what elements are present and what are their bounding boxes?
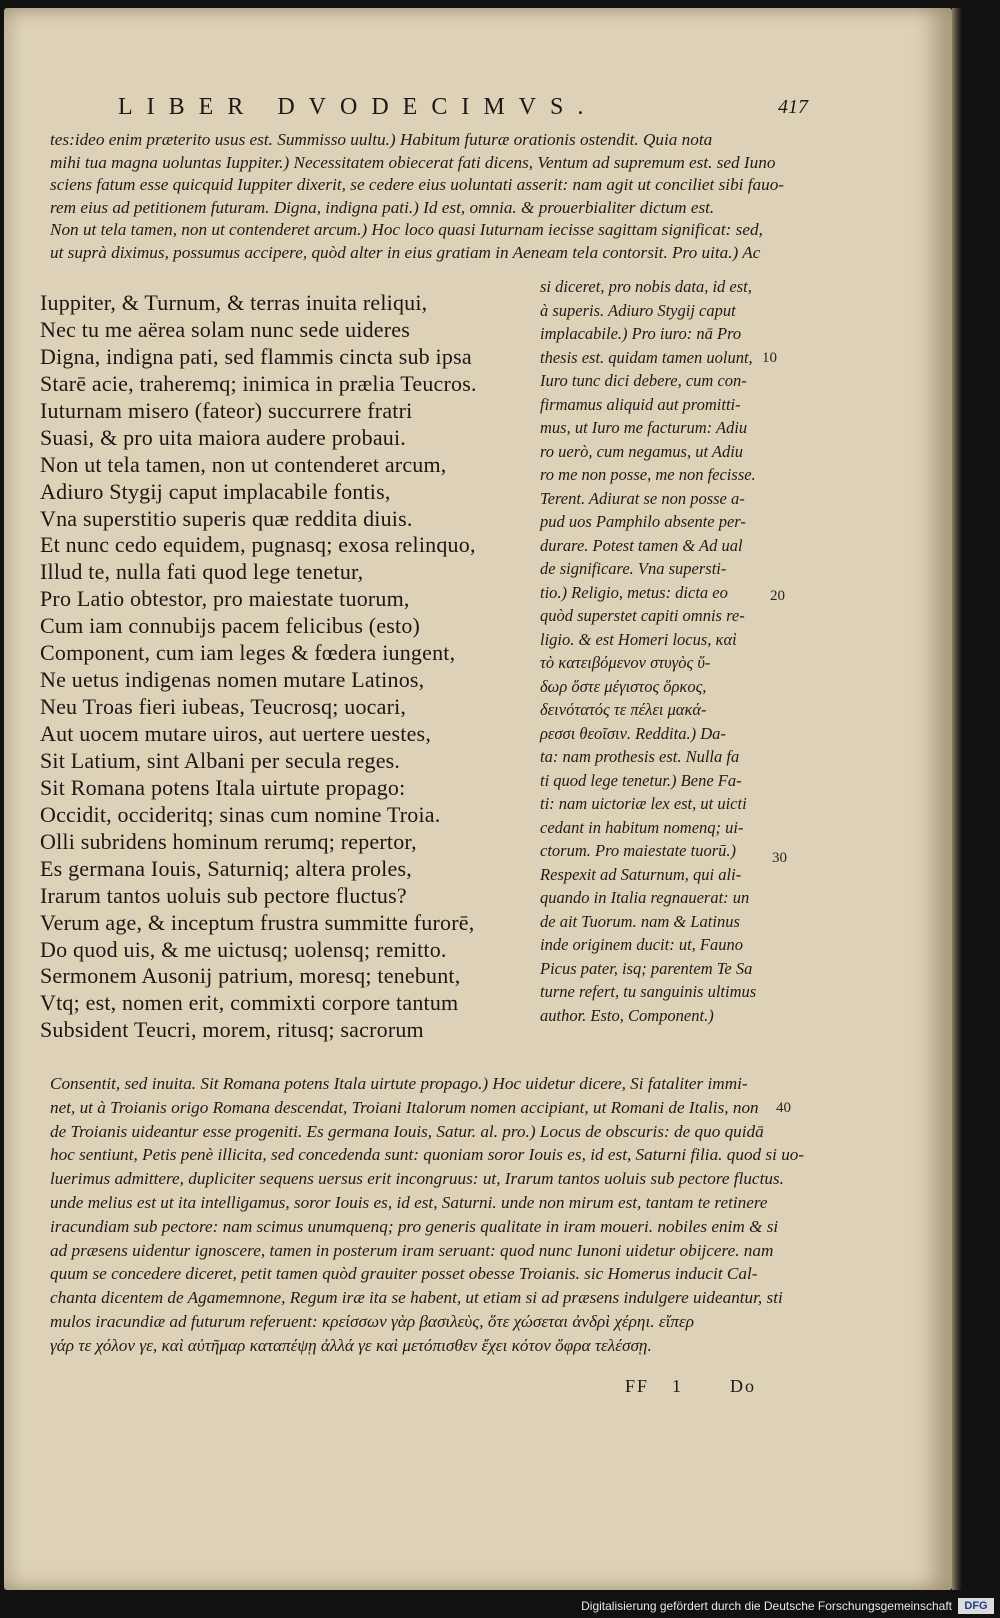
verse-line: Olli subridens hominum rerumq; repertor,: [40, 828, 417, 854]
verse-line: Nec tu me aërea solam nunc sede uideres: [40, 316, 411, 342]
digitization-footer: [0, 1596, 1000, 1618]
side-commentary-line: quando in Italia regnauerat: un: [540, 888, 750, 907]
side-commentary-line: implacabile.) Pro iuro: nā Pro: [540, 324, 742, 343]
verse-line: Occidit, occideritq; sinas cum nomine Troia.: [40, 801, 441, 827]
side-commentary-line: ro uerò, cum negamus, ut Adiu: [540, 441, 744, 461]
side-commentary-line: Iuro tunc dici debere, cum con-: [540, 371, 747, 390]
verse-line: Non ut tela tamen, non ut contenderet arcum,: [40, 451, 447, 477]
verse-line: Starē acie, traheremq; inimica in prælia Teucros.: [40, 370, 477, 396]
side-commentary-line: δεινότατός τε πέλει μακά-: [540, 700, 707, 719]
verse-line: Suasi, & pro uita maiora audere probaui.: [40, 424, 407, 450]
side-commentary-line: firmamus aliquid aut promitti-: [540, 394, 741, 414]
side-commentary-line: cedant in habitum nomenq; ui-: [540, 817, 744, 837]
line-number-40: 40: [776, 1100, 791, 1116]
verse-line: Subsident Teucri, morem, ritusq; sacrorum: [40, 1017, 424, 1043]
signature-number: 1: [672, 1376, 683, 1396]
verse-line: Do quod uis, & me uictusq; uolensq; remitto.: [40, 936, 447, 962]
side-commentary-line: Terent. Adiurat se non posse a-: [540, 488, 745, 508]
commentary-bottom-line: γάρ τε χόλον γε, καὶ αὐτῆμαρ καταπέψῃ ἀλλά γε καὶ μετόπισθεν ἔχει κότον ὄφρα τελέσσῃ.: [50, 1335, 652, 1355]
side-commentary-line: pud uos Pamphilo absente per-: [540, 512, 746, 531]
commentary-bottom-line: quum se concedere diceret, petit tamen quòd grauiter posset obesse Troianis. sic Homerus inducit Cal-: [50, 1264, 758, 1284]
commentary-bottom: [50, 1072, 804, 1358]
verse-line: Digna, indigna pati, sed flammis cincta sub ipsa: [40, 343, 472, 369]
commentary-top-line: Non ut tela tamen, non ut contenderet arcum.) Hoc loco quasi Iuturnam iecisse sagittam significat: sed,: [50, 220, 763, 240]
verse-line: Iuppiter, & Turnum, & terras inuita reliqui,: [40, 290, 428, 315]
page-edge-shadow: [952, 8, 962, 1590]
commentary-top-line: rem eius ad petitionem futuram. Digna, indigna pati.) Id est, omnia. & prouerbialiter dictum est.: [50, 197, 715, 217]
commentary-top-line: tes:ideo enim præterito usus est. Summisso uultu.) Habitum futuræ orationis ostendit. Quia nota: [50, 130, 713, 149]
side-commentary-line: ti: nam uictoriæ lex est, ut uicti: [540, 794, 747, 813]
verse-line: Ne uetus indigenas nomen mutare Latinos,: [40, 667, 425, 693]
digitization-note: Digitalisierung gefördert durch die Deutsche Forschungsgemeinschaft: [581, 1599, 952, 1613]
commentary-bottom-line: net, ut à Troianis origo Romana descendat, Troiani Italorum nomen accipiant, ut Romani de Italis, non: [50, 1097, 759, 1117]
verse-line: Et nunc cedo equidem, pugnasq; exosa relinquo,: [40, 532, 476, 558]
verse-line: Vna superstitio superis quæ reddita diuis.: [40, 505, 413, 531]
line-number-30: 30: [772, 850, 787, 866]
running-title: LIBER DVODECIMVS.: [118, 94, 598, 120]
side-commentary-line: turne refert, tu sanguinis ultimus: [540, 982, 757, 1001]
commentary-bottom-line: Consentit, sed inuita. Sit Romana potens Itala uirtute propago.) Hoc uidetur dicere, Si fataliter immi-: [50, 1074, 748, 1093]
commentary-bottom-line: hoc sentiunt, Petis penè illicita, sed concedenda sunt: quoniam soror Iouis es, id est, Saturni filia. quod si uo-: [50, 1145, 805, 1165]
verse-line: Iuturnam misero (fateor) succurrere fratri: [40, 397, 413, 423]
side-commentary-line: ro me non posse, me non fecisse.: [540, 465, 756, 484]
side-commentary-line: durare. Potest tamen & Ad ual: [540, 535, 743, 555]
side-commentary-line: ta: nam prothesis est. Nulla fa: [540, 747, 740, 766]
verse-line: Neu Troas fieri iubeas, Teucrosq; uocari,: [40, 694, 407, 720]
commentary-bottom-line: luerimus admittere, dupliciter sequens uersus erit incongruus: ut, Irarum tantos uoluis sub pectore fluctus.: [50, 1169, 784, 1189]
dfg-logo: DFG: [958, 1598, 994, 1614]
verse-line: Es germana Iouis, Saturniq; altera proles,: [40, 855, 412, 881]
verse-line: Verum age, & inceptum frustra summitte furorē,: [40, 909, 475, 935]
side-commentary-line: inde originem ducit: ut, Fauno: [540, 935, 744, 954]
commentary-bottom-line: chanta dicentem de Agamemnone, Regum iræ ita se habent, ut etiam si ad præsens indulgere uideantur, sti: [50, 1288, 783, 1308]
side-commentary-line: quòd superstet capiti omnis re-: [540, 606, 745, 625]
side-commentary-line: ti quod lege tenetur.) Bene Fa-: [540, 770, 742, 790]
folio-number: 417: [778, 96, 808, 118]
side-commentary-line: à superis. Adiuro Stygij caput: [540, 300, 736, 320]
verse-line: Aut uocem mutare uiros, aut uertere uestes,: [40, 721, 432, 746]
commentary-top-line: sciens fatum esse quicquid Iuppiter dixerit, se cedere eius uoluntati asserit: nam agit ut conciliet sibi fauo-: [50, 175, 785, 195]
commentary-top-line: ut suprà diximus, possumus accipere, quòd alter in eius gratiam in Aeneam tela contorsit. Pro uita.) Ac: [50, 242, 761, 262]
side-commentary-line: de ait Tuorum. nam & Latinus: [540, 911, 740, 931]
verse-line: Sit Latium, sint Albani per secula reges.: [40, 747, 401, 773]
side-commentary-line: τὸ κατειβόμενον στυγὸς ὕ-: [540, 653, 711, 672]
commentary-top: [50, 129, 784, 265]
side-commentary-line: si diceret, pro nobis data, id est,: [540, 277, 752, 296]
verse-line: Component, cum iam leges & fœdera iungent,: [40, 640, 456, 666]
verse-line: Adiuro Stygij caput implacabile fontis,: [40, 478, 391, 504]
line-number-10: 10: [762, 350, 777, 366]
side-commentary-line: ρεσσι θεοῖσιν. Reddita.) Da-: [540, 723, 726, 743]
commentary-bottom-line: de Troianis uideantur esse progeniti. Es germana Iouis, Satur. al. pro.) Locus de obscuris: de quo quidā: [50, 1121, 764, 1141]
commentary-bottom-line: iracundiam sub pectore: nam scimus unumquenq; pro generis qualitate in iram moueri. nobiles enim & si: [50, 1216, 779, 1236]
side-commentary-line: thesis est. quidam tamen uolunt,: [540, 347, 753, 367]
side-commentary-line: δωρ ὅστε μέγιστος ὅρκος,: [540, 676, 707, 696]
side-commentary-line: tio.) Religio, metus: dicta eo: [540, 582, 728, 602]
commentary-bottom-line: unde melius est ut ita intelligamus, soror Iouis es, id est, Saturni. unde non mirum est, tantam te retinere: [50, 1192, 768, 1212]
verse-line: Sit Romana potens Itala uirtute propago:: [40, 774, 406, 800]
verse-block: [40, 290, 540, 1044]
side-commentary-line: ctorum. Pro maiestate tuorū.): [540, 841, 736, 860]
side-commentary-line: author. Esto, Component.): [540, 1005, 714, 1025]
side-commentary-line: mus, ut Iuro me facturum: Adiu: [540, 418, 748, 437]
commentary-top-line: mihi tua magna uoluntas Iuppiter.) Necessitatem obiecerat fati dicens, Ventum ad supremum est. sed Iuno: [50, 152, 776, 172]
line-number-20: 20: [770, 588, 785, 604]
commentary-bottom-line: mulos iracundiæ ad futurum referuent: κρείσσων γὰρ βασιλεὺς, ὅτε χώσεται ἀνδρὶ χέρηι. εἴπερ: [50, 1311, 694, 1331]
side-commentary-line: ligio. & est Homeri locus, καὶ: [540, 629, 737, 649]
side-commentary-line: Respexit ad Saturnum, qui ali-: [540, 864, 742, 884]
signature-mark: FF: [625, 1376, 650, 1396]
side-commentary: [540, 275, 770, 1027]
verse-line: Cum iam connubijs pacem felicibus (esto): [40, 613, 421, 639]
side-commentary-line: de significare. Vna supersti-: [540, 559, 727, 578]
verse-line: Irarum tantos uoluis sub pectore fluctus?: [40, 882, 407, 908]
side-commentary-line: Picus pater, isq; parentem Te Sa: [540, 958, 753, 978]
commentary-bottom-line: ad præsens uidentur ignoscere, tamen in posterum iram seruant: quod nunc Iunoni uidetur obijcere. nam: [50, 1240, 774, 1260]
verse-line: Sermonem Ausonij patrium, moresq; tenebunt,: [40, 963, 461, 989]
verse-line: Illud te, nulla fati quod lege tenetur,: [40, 559, 364, 585]
catchword: Do: [730, 1376, 756, 1396]
verse-line: Pro Latio obtestor, pro maiestate tuorum,: [40, 586, 410, 612]
verse-line: Vtq; est, nomen erit, commixti corpore tantum: [40, 990, 459, 1016]
